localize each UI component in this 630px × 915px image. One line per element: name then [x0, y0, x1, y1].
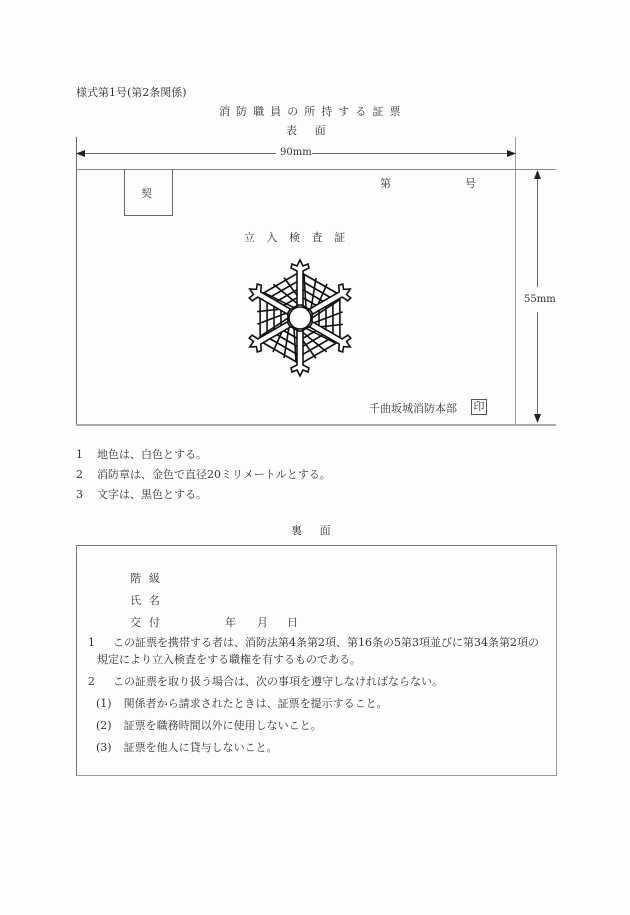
left-extension-line [76, 137, 77, 425]
arrow-down-icon [533, 413, 542, 423]
clause-1-cont: 規定により立入検査をする職権を有するものである。 [97, 653, 361, 666]
number-prefix: 第 [380, 177, 391, 190]
right-extension-line [515, 137, 516, 425]
card-title: 立入検査証 [244, 231, 357, 244]
width-dim-line-left [80, 153, 276, 154]
field-year-label: 年 [225, 616, 236, 629]
arrow-left-icon [76, 149, 86, 158]
stamp-box-label: 契 [141, 187, 152, 200]
front-heading: 表 面 [286, 124, 329, 137]
arrow-right-icon [506, 149, 516, 158]
field-name-label: 氏 名 [130, 594, 163, 607]
clause-1: 1 この証票を携帯する者は、消防法第4条第2項、第16条の5第3項並びに第34条第2項の [88, 636, 539, 649]
width-dim-line-right [312, 153, 510, 154]
note-item: 2 消防章は、金色で直径20ミリメートルとする。 [76, 468, 331, 481]
document-title: 消防職員の所持する証票 [219, 105, 407, 118]
seal-box [471, 399, 487, 415]
height-dimension-label: 55mm [524, 294, 556, 305]
subitem-3: (3) 証票を他人に貸与しないこと。 [96, 741, 278, 754]
field-issued-label: 交 付 [130, 616, 163, 629]
form-label: 様式第1号(第2条関係) [76, 86, 187, 99]
width-dimension-label: 90mm [280, 147, 312, 158]
issuer-name: 千曲坂城消防本部 [369, 402, 457, 415]
height-dim-line-bottom [537, 312, 538, 417]
field-month-label: 月 [257, 616, 268, 629]
field-rank-label: 階 級 [130, 572, 163, 585]
stamp-box [124, 169, 173, 216]
card-bottom-border [76, 424, 556, 426]
back-card [76, 545, 557, 776]
clause-2: 2 この証票を取り扱う場合は、次の事項を遵守しなければならない。 [88, 675, 443, 688]
back-heading: 裏 面 [291, 524, 334, 537]
subitem-1: (1) 関係者から請求されたときは、証票を提示すること。 [96, 697, 388, 710]
seal-label: 印 [473, 400, 485, 413]
arrow-up-icon [533, 170, 542, 180]
note-item: 1 地色は、白色とする。 [76, 448, 207, 461]
note-item: 3 文字は、黒色とする。 [76, 488, 207, 501]
field-day-label: 日 [287, 616, 298, 629]
height-dim-line-top [537, 175, 538, 287]
number-suffix: 号 [465, 177, 476, 190]
subitem-2: (2) 証票を職務時間以外に使用しないこと。 [96, 719, 322, 732]
fire-emblem-icon [239, 256, 361, 380]
